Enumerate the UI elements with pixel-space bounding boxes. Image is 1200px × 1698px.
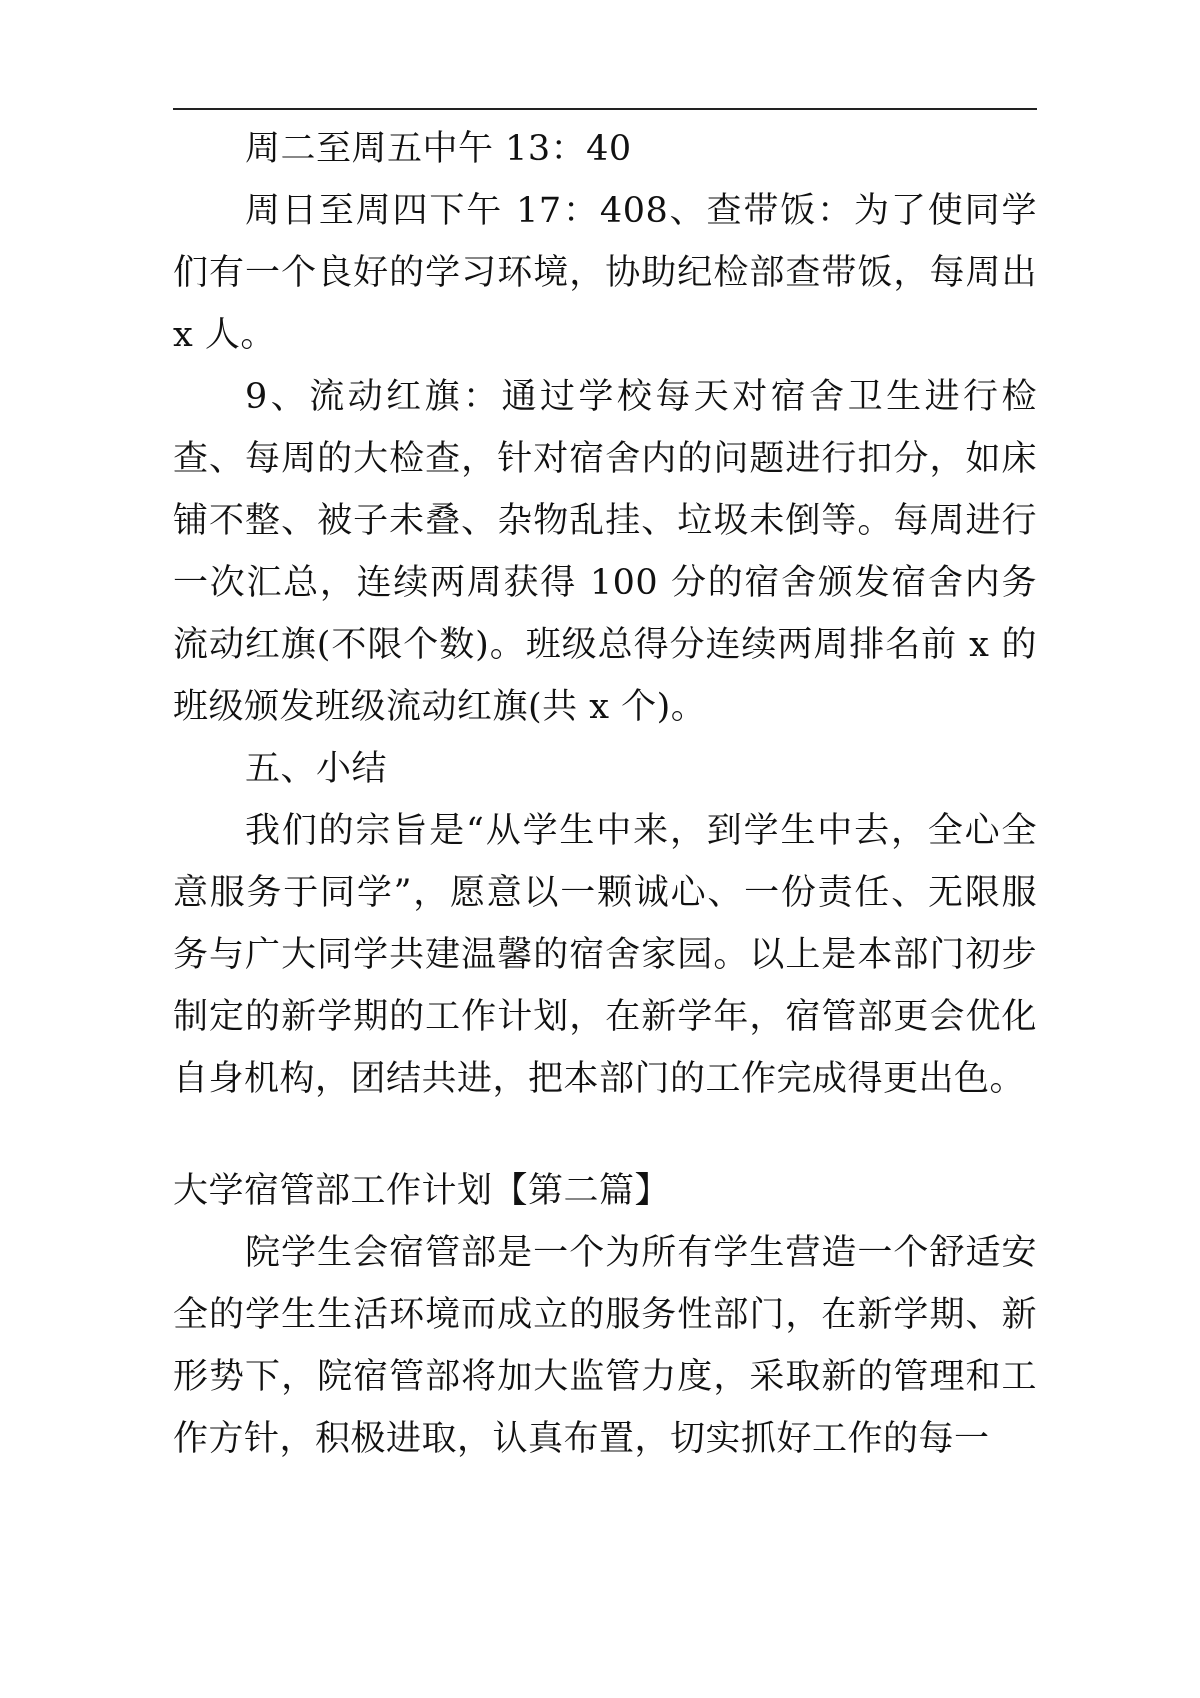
document-title-second: 大学宿管部工作计划【第二篇】 xyxy=(173,1171,671,1211)
paragraph-schedule-noon: 周二至周五中午 13：40 xyxy=(245,129,632,169)
paragraph-intro-second: 院学生会宿管部是一个为所有学生营造一个舒适安全的学生生活环境而成立的服务性部门，在新学期、新形势下，院宿管部将加大监管力度，采取新的管理和工作方针，积极进取，认真布置，切实抓好工作的每一 xyxy=(173,1233,1037,1459)
document-body xyxy=(173,118,1037,1470)
header-rule xyxy=(173,108,1037,110)
paragraph-red-flag: 9、流动红旗：通过学校每天对宿舍卫生进行检查、每周的大检查，针对宿舍内的问题进行扣分，如床铺不整、被子未叠、杂物乱挂、垃圾未倒等。每周进行一次汇总，连续两周获得 100 分的宿舍颁发宿舍内务流动红旗(不限个数)。班级总得分连续两周排名前 x 的班级颁发班级流动红旗(共 x 个)。 xyxy=(173,377,1037,727)
paragraph-summary: 我们的宗旨是“从学生中来，到学生中去，全心全意服务于同学”，愿意以一颗诚心、一份责任、无限服务与广大同学共建温馨的宿舍家园。以上是本部门初步制定的新学期的工作计划，在新学年，宿管部更会优化自身机构，团结共进，把本部门的工作完成得更出色。 xyxy=(173,811,1037,1099)
paragraph-meal-check: 周日至周四下午 17：408、查带饭：为了使同学们有一个良好的学习环境，协助纪检部查带饭，每周出 x 人。 xyxy=(173,191,1037,355)
section-heading-summary: 五、小结 xyxy=(245,749,388,789)
